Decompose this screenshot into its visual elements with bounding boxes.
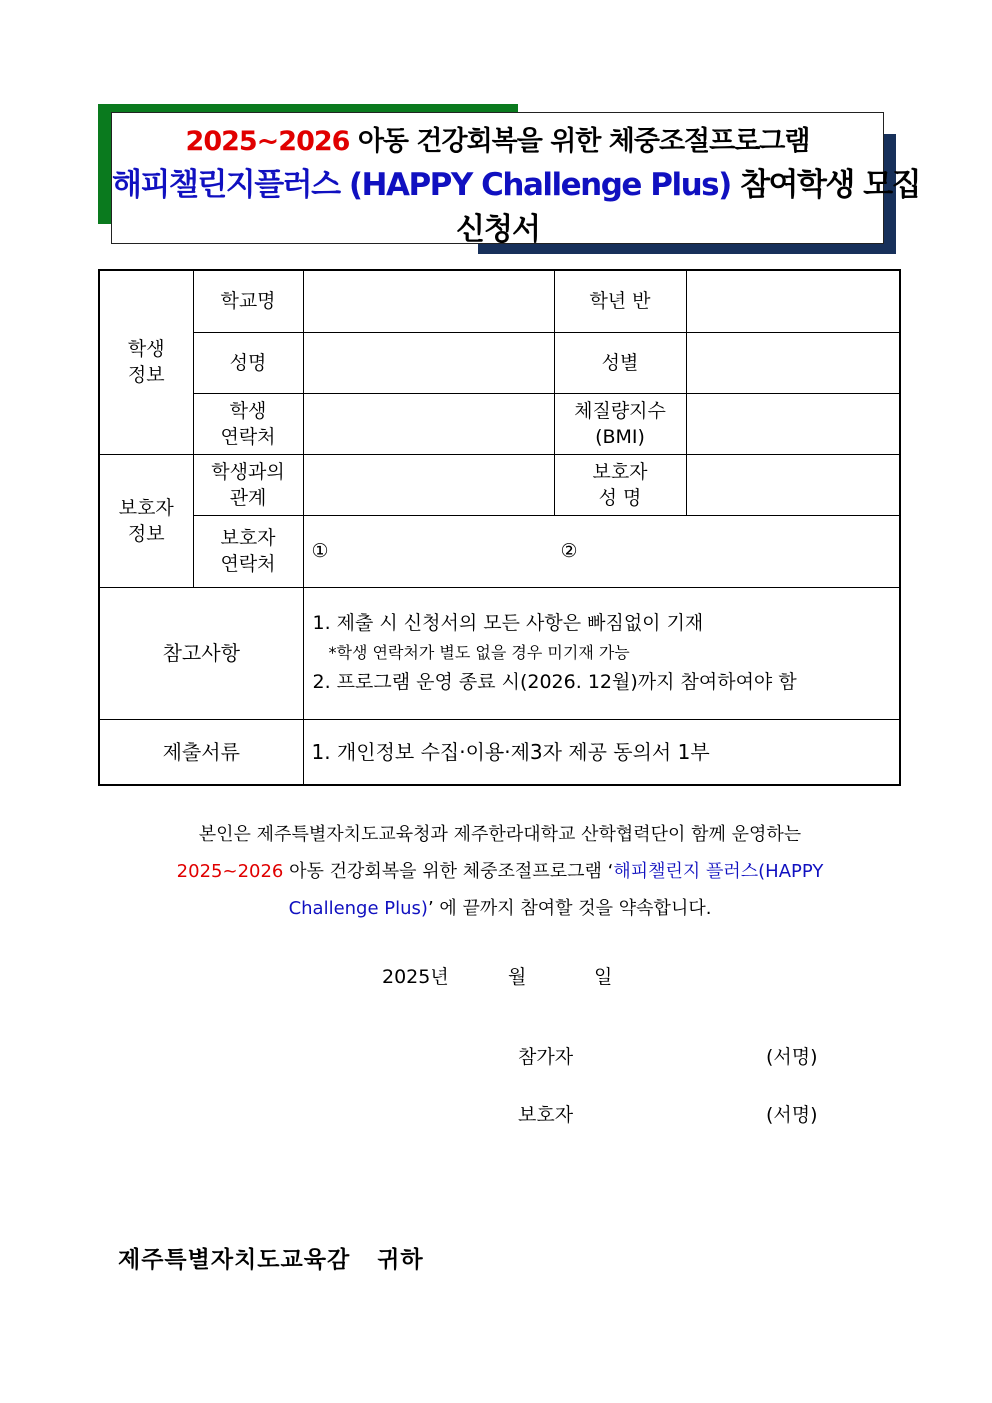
- documents-label: 제출서류: [99, 719, 303, 785]
- guardian-name-label: [554, 454, 686, 515]
- title-year-range: 2025~2026: [185, 126, 350, 157]
- relation-label-1: 학생과의: [211, 460, 285, 483]
- title-program-name: 해피챌린지플러스 (HAPPY Challenge Plus): [112, 167, 731, 203]
- bmi-label-2: (BMI): [595, 425, 645, 448]
- name-field[interactable]: [303, 332, 554, 393]
- table-row: [99, 454, 900, 515]
- student-contact-label-2: 연락처: [220, 425, 276, 448]
- table-row: [99, 270, 900, 332]
- guardian-info-label: 보호자 정보: [118, 496, 174, 545]
- relation-label: [193, 454, 303, 515]
- table-row: [99, 587, 900, 719]
- title-banner: [98, 104, 921, 256]
- notes-label: 참고사항: [99, 587, 303, 719]
- table-row: [99, 719, 900, 785]
- participant-label: 참가자: [518, 1046, 574, 1068]
- title-line-2: [112, 159, 921, 204]
- grade-class-label: 학년 반: [554, 270, 686, 332]
- guardian-contact-field[interactable]: [303, 515, 900, 587]
- pledge-program-name: 해피챌린지 플러스(HAPPY Challenge Plus): [288, 861, 824, 919]
- student-contact-label: [193, 393, 303, 454]
- bmi-label: [554, 393, 686, 454]
- pledge-text: [130, 816, 870, 927]
- title-line-3: 신청서: [456, 212, 540, 247]
- gender-label: 성별: [554, 332, 686, 393]
- student-info-label: 학생 정보: [127, 338, 165, 387]
- date-month: 월: [508, 966, 527, 988]
- contact-marker-2: ②: [560, 540, 578, 562]
- relation-label-2: 관계: [229, 486, 267, 509]
- table-row: [99, 515, 900, 587]
- guardian-name-label-1: 보호자: [592, 460, 648, 483]
- pledge-line-1: 본인은 제주특별자치도교육청과 제주한라대학교 산학협력단이 함께 운영하는: [198, 824, 802, 845]
- contact-marker-1: ①: [311, 540, 329, 562]
- application-form-table: [98, 269, 901, 786]
- table-row: [99, 332, 900, 393]
- relation-field[interactable]: [303, 454, 554, 515]
- guardian-contact-label-2: 연락처: [220, 553, 276, 575]
- student-contact-field[interactable]: [303, 393, 554, 454]
- student-contact-label-1: 학생: [229, 399, 267, 422]
- table-row: [99, 393, 900, 454]
- guardian-name-field[interactable]: [686, 454, 900, 515]
- guardian-contact-label-1: 보호자: [220, 527, 276, 549]
- student-info-header: [99, 270, 193, 454]
- guardian-contact-label: [193, 515, 303, 587]
- note-1: 1. 제출 시 신청서의 모든 사항은 빠짐없이 기재: [312, 612, 704, 634]
- bmi-field[interactable]: [686, 393, 900, 454]
- bmi-label-1: 체질량지수: [574, 399, 666, 422]
- date-day: 일: [594, 966, 613, 988]
- participant-signature[interactable]: (서명): [766, 1046, 818, 1068]
- pledge-end: ’ 에 끝까지 참여할 것을 약속합니다.: [427, 898, 712, 919]
- notes-content: [303, 587, 900, 719]
- note-2: 2. 프로그램 운영 종료 시(2026. 12월)까지 참여하여야 함: [312, 671, 797, 693]
- title-line-1: [112, 119, 883, 158]
- title-line-2-text: 참여학생 모집: [730, 167, 921, 203]
- guardian-signature[interactable]: (서명): [766, 1104, 818, 1126]
- pledge-mid: 아동 건강회복을 위한 체중조절프로그램 ‘: [283, 861, 614, 882]
- title-line-1-text: 아동 건강회복을 위한 체중조절프로그램: [349, 126, 810, 157]
- documents-value: 1. 개인정보 수집·이용·제3자 제공 동의서 1부: [303, 719, 900, 785]
- gender-field[interactable]: [686, 332, 900, 393]
- date-year: 2025년: [382, 966, 449, 988]
- guardian-info-header: [99, 454, 193, 587]
- school-name-field[interactable]: [303, 270, 554, 332]
- name-label: 성명: [193, 332, 303, 393]
- addressee: 제주특별자치도교육감 귀하: [118, 1247, 424, 1273]
- school-name-label: 학교명: [193, 270, 303, 332]
- guardian-label: 보호자: [518, 1104, 574, 1126]
- guardian-name-label-2: 성 명: [598, 486, 642, 509]
- grade-class-field[interactable]: [686, 270, 900, 332]
- pledge-year-range: 2025~2026: [176, 861, 284, 882]
- note-1-sub: *학생 연락처가 별도 없을 경우 미기재 가능: [328, 643, 630, 662]
